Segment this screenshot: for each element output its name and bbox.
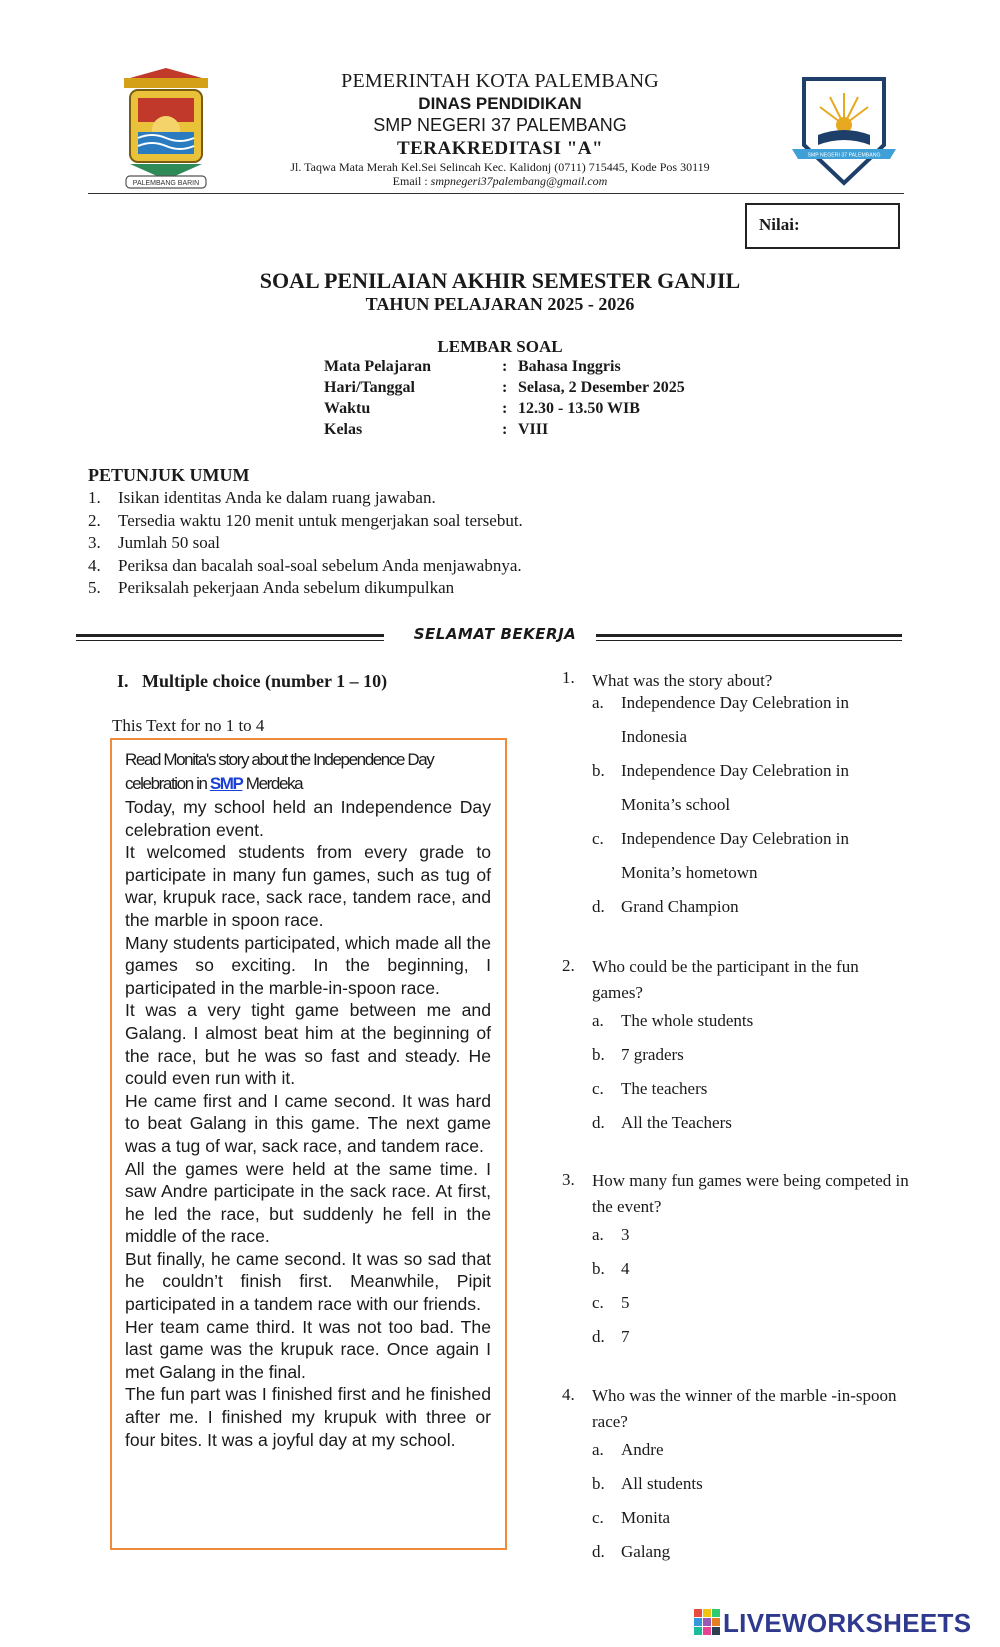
crest-ribbon-text: PALEMBANG BARIN (132, 180, 200, 187)
option-letter: a. (592, 1011, 604, 1030)
header-department: DINAS PENDIDIKAN (418, 94, 582, 113)
instruction-number: 2. (88, 510, 101, 530)
school-shield-logo (790, 75, 898, 195)
instructions-heading: PETUNJUK UMUM (88, 465, 250, 485)
info-label: Kelas (324, 421, 363, 438)
instruction-text: Isikan identitas Anda ke dalam ruang jawaban. (118, 488, 436, 507)
reading-text-box (110, 738, 507, 1550)
smp-link[interactable]: SMP (209, 774, 243, 793)
instruction-number: 1. (88, 488, 101, 507)
score-box[interactable] (745, 203, 900, 249)
divider-label: SELAMAT BEKERJA (413, 625, 577, 643)
exam-title: SOAL PENILAIAN AKHIR SEMESTER GANJIL (259, 268, 741, 293)
option-text: 4 (621, 1259, 630, 1278)
option-letter: d. (592, 1113, 605, 1132)
option-text: 5 (621, 1293, 630, 1312)
info-label: Mata Pelajaran (324, 358, 432, 375)
question-text: What was the story about? (592, 671, 773, 690)
question-text: Who was the winner of the marble -in-spoon race? (592, 1386, 897, 1431)
instruction-text: Tersedia waktu 120 menit untuk mengerjakan soal tersebut. (118, 510, 523, 530)
reading-title-text: Read Monita's story about the Independence Day celebration in (125, 750, 434, 793)
option-text: 7 graders (621, 1045, 684, 1064)
question-number: 1. (562, 668, 575, 687)
option-text: Andre (621, 1440, 664, 1459)
option-letter: a. (592, 1440, 604, 1459)
info-row (0, 400, 1000, 420)
info-colon: : (502, 358, 508, 375)
option-text: 3 (621, 1225, 630, 1244)
reading-paragraph: The fun part was I finished first and he finished after me. I finished my krupuk with three or four bites. It was a joyful day at my school. (125, 1384, 491, 1450)
option-text: Monita’s school (621, 795, 731, 814)
info-value: Bahasa Inggris (518, 358, 621, 375)
option-text: Galang (621, 1542, 671, 1561)
option-text: Independence Day Celebration in (621, 693, 849, 712)
option-letter: c. (592, 1293, 604, 1312)
question-text: How many fun games were being competed in the event? (592, 1171, 909, 1216)
instruction-number: 4. (88, 555, 101, 575)
option-letter: a. (592, 693, 604, 712)
reading-paragraph: It was a very tight game between me and Galang. I almost beat him at the beginning of the race, but he was so fast and steady. He could even run with it. (125, 1000, 491, 1089)
reading-title-text-end: Merdeka (242, 774, 303, 793)
option-text: Independence Day Celebration in (621, 829, 849, 848)
reading-paragraph: All the games were held at the same time. I saw Andre participate in the sack race. At first, he led the race, but suddenly he fell in the middle of the race. (125, 1158, 491, 1247)
option-text: All students (621, 1474, 703, 1493)
email-value[interactable]: smpnegeri37palembang@gmail.com (430, 174, 608, 188)
info-value: Selasa, 2 Desember 2025 (518, 379, 685, 396)
email-label: Email : (392, 174, 431, 188)
info-colon: : (502, 379, 508, 396)
section-title: I. Multiple choice (number 1 – 10) (117, 671, 388, 691)
watermark-text: LIVEWORKSHEETS (723, 1608, 972, 1638)
instruction-number: 5. (88, 578, 101, 597)
score-label: Nilai: (759, 215, 800, 234)
option-letter: d. (592, 1327, 605, 1346)
instruction-text: Periksa dan bacalah soal-soal sebelum Anda menjawabnya. (118, 555, 522, 575)
option-text: Indonesia (621, 727, 688, 746)
text-for-label: This Text for no 1 to 4 (112, 716, 265, 735)
question-number: 3. (562, 1170, 575, 1189)
info-value: VIII (518, 421, 549, 438)
option-letter: b. (592, 1474, 605, 1493)
divider-left-thick (76, 634, 384, 637)
reading-paragraph: He came first and I came second. It was hard to beat Galang in this game. The next game was a tug of war, sack race, and tandem race. (125, 1090, 491, 1156)
info-colon: : (502, 421, 508, 438)
reading-title (125, 748, 491, 796)
info-row (0, 358, 1000, 378)
info-row (0, 421, 1000, 441)
divider-right-thin (596, 640, 902, 641)
option-text: Monita’s hometown (621, 863, 758, 882)
reading-paragraph: But finally, he came second. It was so sad that he couldn’t finish first. Meanwhile, Pipit participated in a tandem race with our friends. (125, 1248, 491, 1315)
option-letter: a. (592, 1225, 604, 1244)
option-letter: d. (592, 897, 605, 916)
reading-paragraph: Today, my school held an Independence Day celebration event. (125, 797, 491, 840)
option-text: Independence Day Celebration in (621, 761, 849, 780)
header-government: PEMERINTAH KOTA PALEMBANG (341, 70, 659, 92)
divider-left-thin (76, 640, 384, 641)
reading-body (125, 796, 491, 1451)
option-letter: c. (592, 1508, 604, 1527)
info-value: 12.30 - 13.50 WIB (518, 400, 640, 417)
reading-paragraph: It welcomed students from every grade to participate in many fun games, such as tug of war, krupuk race, sack race, tandem race, and the marble in spoon race. (125, 842, 491, 930)
info-colon: : (502, 400, 508, 417)
header-school-name: SMP NEGERI 37 PALEMBANG (373, 115, 627, 135)
instruction-number: 3. (88, 533, 101, 552)
exam-year: TAHUN PELAJARAN 2025 - 2026 (365, 294, 635, 314)
option-text: All the Teachers (621, 1113, 732, 1132)
header-divider (88, 193, 904, 194)
option-text: Grand Champion (621, 897, 739, 916)
option-letter: b. (592, 1045, 605, 1064)
option-letter: c. (592, 829, 604, 848)
option-letter: b. (592, 761, 605, 780)
header-address: Jl. Taqwa Mata Merah Kel.Sei Selincah Kec. Kalidonj (0711) 715445, Kode Pos 30119 (290, 160, 710, 174)
shield-ribbon-text: SMP NEGERI 37 PALEMBANG (807, 152, 881, 159)
divider-right-thick (596, 634, 902, 637)
liveworksheets-watermark[interactable] (694, 1608, 971, 1642)
option-text: 7 (621, 1327, 630, 1346)
option-text: Monita (621, 1508, 671, 1527)
question-text: Who could be the participant in the fun games? (592, 957, 859, 1002)
option-letter: c. (592, 1079, 604, 1098)
reading-paragraph: Many students participated, which made all the games so exciting. In the beginning, I participated in the marble-in-spoon race. (125, 932, 491, 998)
liveworksheets-icon (694, 1609, 720, 1642)
option-text: The whole students (621, 1011, 754, 1030)
sheet-title: LEMBAR SOAL (437, 337, 563, 356)
instruction-text: Jumlah 50 soal (118, 533, 220, 552)
info-label: Hari/Tanggal (324, 379, 415, 396)
question-number: 4. (562, 1385, 575, 1404)
header-accreditation: TERAKREDITASI "A" (396, 138, 604, 159)
info-label: Waktu (324, 400, 371, 417)
info-row (0, 379, 1000, 399)
question-number: 2. (562, 956, 575, 975)
option-letter: b. (592, 1259, 605, 1278)
option-letter: d. (592, 1542, 605, 1561)
instruction-text: Periksalah pekerjaan Anda sebelum dikumpulkan (118, 578, 455, 597)
reading-paragraph: Her team came third. It was not too bad. The last game was the krupuk race. Once again I met Galang in the final. (125, 1316, 491, 1382)
option-text: The teachers (621, 1079, 708, 1098)
